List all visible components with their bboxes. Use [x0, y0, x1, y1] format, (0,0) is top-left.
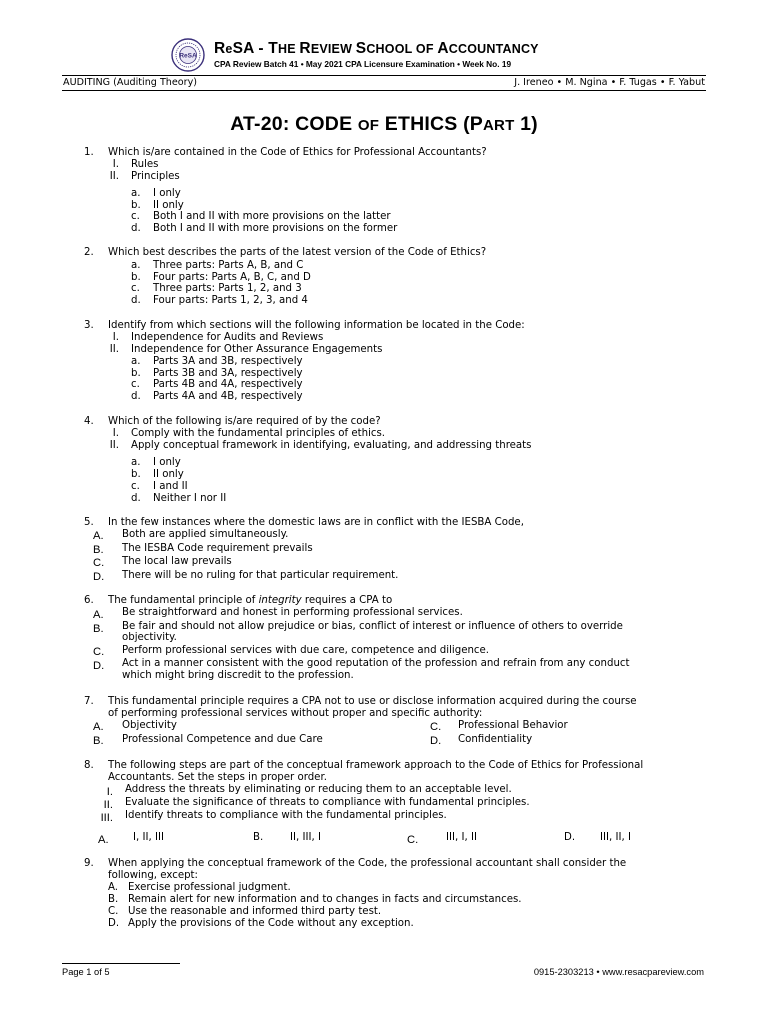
- question-number: 6.: [84, 595, 94, 606]
- choice-text: I only: [153, 188, 181, 199]
- choice-letter: A.: [93, 609, 104, 621]
- choice-letter: C.: [430, 721, 442, 733]
- footer-divider: [62, 963, 180, 964]
- svg-text:ReSA: ReSA: [179, 52, 197, 60]
- roman-numeral: II.: [109, 440, 119, 451]
- choice-text: III, I, II: [446, 832, 477, 843]
- question-number: 3.: [84, 320, 94, 331]
- choice-text: Four parts: Parts 1, 2, 3, and 4: [153, 295, 308, 306]
- choice-text: III, II, I: [600, 832, 631, 843]
- question-stem: Which of the following is/are required of by the code?: [108, 416, 381, 427]
- resa-seal-logo: [171, 38, 205, 72]
- choice-text: II only: [153, 200, 184, 211]
- choice-letter: B.: [93, 544, 104, 556]
- choice-letter: C.: [108, 906, 119, 917]
- question-number: 9.: [84, 858, 94, 869]
- choice-letter: D.: [430, 735, 442, 747]
- choice-text: Perform professional services with due care, competence and diligence.: [122, 645, 490, 656]
- organization-name: ReSA - THE REVIEW SCHOOL OF ACCOUNTANCY: [214, 40, 539, 57]
- document-title: AT-20: CODE OF ETHICS (PART 1): [230, 113, 538, 135]
- question-stem: Which is/are contained in the Code of Ethics for Professional Accountants?: [108, 147, 487, 158]
- choice-text: I and II: [153, 481, 188, 492]
- choice-text: Both I and II with more provisions on the former: [153, 223, 398, 234]
- choice-letter: A.: [98, 834, 109, 846]
- question-stem: The following steps are part of the conceptual framework approach to the Code of Ethics for Professional: [108, 760, 644, 771]
- choice-letter: c.: [131, 379, 140, 390]
- choice-letter: D.: [93, 660, 105, 672]
- subject-label: AUDITING (Auditing Theory): [63, 77, 198, 88]
- choice-text: Objectivity: [122, 720, 177, 731]
- choice-letter: D.: [93, 571, 105, 583]
- statement-text: Principles: [131, 171, 180, 182]
- roman-numeral: I.: [106, 786, 113, 798]
- question-stem-continued: following, except:: [108, 870, 198, 881]
- page-number: Page 1 of 5: [62, 967, 110, 977]
- roman-numeral: I.: [112, 428, 119, 439]
- choice-text: Parts 3B and 3A, respectively: [153, 368, 303, 379]
- statement-text: Comply with the fundamental principles of ethics.: [131, 428, 386, 439]
- choice-letter: b.: [131, 469, 141, 480]
- statement-text: Rules: [131, 159, 159, 170]
- question-stem: In the few instances where the domestic laws are in conflict with the IESBA Code,: [108, 517, 524, 528]
- choice-text: Act in a manner consistent with the good reputation of the profession and refrain from any conduct: [122, 658, 630, 669]
- choice-letter: a.: [131, 260, 141, 271]
- statement-text: Evaluate the significance of threats to compliance with fundamental principles.: [125, 797, 530, 808]
- choice-letter: a.: [131, 356, 141, 367]
- roman-numeral: I.: [112, 332, 119, 343]
- choice-letter: d.: [131, 493, 141, 504]
- roman-numeral: II.: [109, 344, 119, 355]
- choice-text: Exercise professional judgment.: [128, 882, 291, 893]
- choice-letter: b.: [131, 368, 141, 379]
- choice-letter: b.: [131, 200, 141, 211]
- choice-text: Three parts: Parts A, B, and C: [153, 260, 304, 271]
- batch-subtitle: CPA Review Batch 41 • May 2021 CPA Licensure Examination • Week No. 19: [214, 59, 512, 69]
- subject-bar: [62, 75, 706, 91]
- question-stem: When applying the conceptual framework of the Code, the professional accountant shall consider the: [108, 858, 627, 869]
- roman-numeral: II.: [109, 171, 119, 182]
- choice-letter: B.: [93, 735, 104, 747]
- choice-text: Parts 3A and 3B, respectively: [153, 356, 303, 367]
- choice-text: There will be no ruling for that particular requirement.: [122, 570, 399, 581]
- choice-text: Three parts: Parts 1, 2, and 3: [153, 283, 302, 294]
- choice-letter: D.: [108, 918, 120, 929]
- choice-text: Be fair and should not allow prejudice or bias, conflict of interest or influence of others to override: [122, 621, 623, 632]
- statement-text: Independence for Audits and Reviews: [131, 332, 324, 343]
- roman-numeral: II.: [103, 799, 113, 811]
- choice-text: Both I and II with more provisions on the latter: [153, 211, 391, 222]
- choice-letter: B.: [108, 894, 119, 905]
- choice-text: Neither I nor II: [153, 493, 227, 504]
- choice-text: I, II, III: [133, 832, 164, 843]
- choice-text: Parts 4B and 4A, respectively: [153, 379, 303, 390]
- question-number: 4.: [84, 416, 94, 427]
- choice-letter: a.: [131, 188, 141, 199]
- statement-text: Identify threats to compliance with the fundamental principles.: [125, 810, 447, 821]
- choice-text: Both are applied simultaneously.: [122, 529, 289, 540]
- choice-letter: c.: [131, 283, 140, 294]
- question-number: 1.: [84, 147, 94, 158]
- question-stem: Identify from which sections will the following information be located in the Code:: [108, 320, 525, 331]
- question-number: 7.: [84, 696, 94, 707]
- question-stem: Which best describes the parts of the latest version of the Code of Ethics?: [108, 247, 487, 258]
- choice-letter: c.: [131, 211, 140, 222]
- choice-text: II only: [153, 469, 184, 480]
- statement-text: Apply conceptual framework in identifying, evaluating, and addressing threats: [131, 440, 532, 451]
- choice-letter: C.: [93, 557, 105, 569]
- choice-letter: B.: [93, 623, 104, 635]
- choice-text: The IESBA Code requirement prevails: [122, 543, 313, 554]
- question-stem-continued: of performing professional services without proper and specific authority:: [108, 708, 483, 719]
- question-stem-continued: Accountants. Set the steps in proper order.: [108, 772, 327, 783]
- statement-text: Address the threats by eliminating or reducing them to an acceptable level.: [125, 784, 512, 795]
- question-number: 8.: [84, 760, 94, 771]
- choice-text-continued: which might bring discredit to the profession.: [122, 670, 354, 681]
- choice-letter: A.: [108, 882, 119, 893]
- choice-text-continued: objectivity.: [122, 632, 177, 643]
- choice-letter: d.: [131, 295, 141, 306]
- question-stem: The fundamental principle of integrity requires a CPA to: [108, 595, 393, 606]
- choice-letter: d.: [131, 391, 141, 402]
- choice-text: Professional Competence and due Care: [122, 734, 323, 745]
- choice-letter: a.: [131, 457, 141, 468]
- choice-letter: d.: [131, 223, 141, 234]
- choice-letter: C.: [93, 646, 105, 658]
- question-stem: This fundamental principle requires a CPA not to use or disclose information acquired during the course: [108, 696, 637, 707]
- choice-text: The local law prevails: [122, 556, 232, 567]
- authors-label: J. Ireneo • M. Ngina • F. Tugas • F. Yabut: [514, 77, 705, 88]
- choice-text: Professional Behavior: [458, 720, 568, 731]
- choice-text: Be straightforward and honest in performing professional services.: [122, 607, 463, 618]
- choice-text: Confidentiality: [458, 734, 533, 745]
- choice-letter: A.: [93, 721, 104, 733]
- choice-letter: b.: [131, 272, 141, 283]
- roman-numeral: III.: [100, 812, 113, 824]
- choice-text: I only: [153, 457, 181, 468]
- choice-letter: C.: [407, 834, 419, 846]
- question-number: 5.: [84, 517, 94, 528]
- choice-letter: B.: [253, 832, 264, 843]
- choice-letter: A.: [93, 530, 104, 542]
- choice-text: Four parts: Parts A, B, C, and D: [153, 272, 311, 283]
- statement-text: Independence for Other Assurance Engagements: [131, 344, 383, 355]
- choice-text: Parts 4A and 4B, respectively: [153, 391, 303, 402]
- choice-text: Remain alert for new information and to changes in facts and circumstances.: [128, 894, 522, 905]
- roman-numeral: I.: [112, 159, 119, 170]
- contact-info: 0915-2303213 • www.resacpareview.com: [533, 967, 704, 977]
- choice-text: Apply the provisions of the Code without any exception.: [128, 918, 414, 929]
- question-number: 2.: [84, 247, 94, 258]
- choice-letter: c.: [131, 481, 140, 492]
- choice-text: Use the reasonable and informed third party test.: [128, 906, 382, 917]
- choice-letter: D.: [564, 832, 576, 843]
- choice-text: II, III, I: [290, 832, 321, 843]
